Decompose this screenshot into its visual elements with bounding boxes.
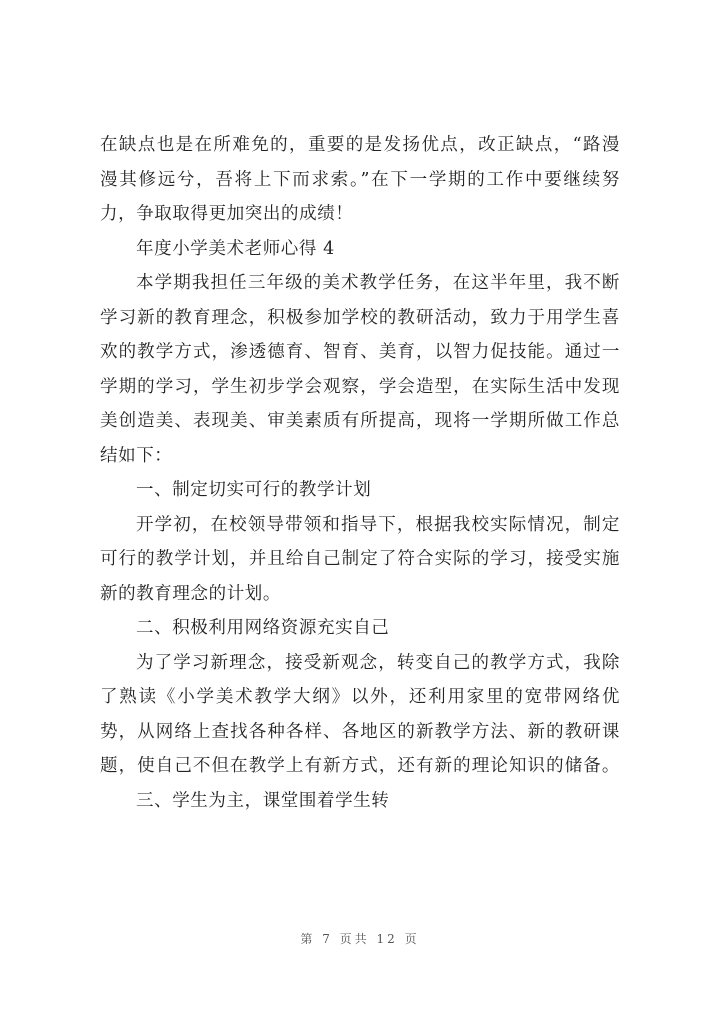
text-line: 美创造美、表现美、审美素质有所提高，现将一学期所做工作总	[100, 411, 620, 431]
page-number-footer: 第 7 页共 12 页	[300, 932, 420, 946]
text-line: 在缺点也是在所难免的，重要的是发扬优点，改正缺点，“路漫	[100, 135, 620, 155]
text-line: 学习新的教育理念，积极参加学校的教研活动，致力于用学生喜	[100, 307, 620, 328]
text-line: 欢的教学方式，渗透德育、智育、美育，以智力促技能。通过一	[100, 342, 620, 362]
section-title: 年度小学美术老师心得 4	[136, 238, 335, 259]
document-body	[100, 128, 620, 818]
text-line: 结如下：	[100, 445, 173, 466]
text-line: 题，使自己不但在教学上有新方式，还有新的理论知识的储备。	[100, 756, 620, 776]
text-line: 了熟读《小学美术教学大纲》以外，还利用家里的宽带网络优	[100, 687, 620, 707]
section-heading-3: 三、学生为主，课堂围着学生转	[136, 790, 390, 811]
text-line: 新的教育理念的计划。	[100, 583, 281, 604]
section-heading-1: 一、制定切实可行的教学计划	[136, 480, 372, 500]
text-line: 漫其修远兮，吾将上下而求索。”在下一学期的工作中要继续努	[100, 169, 620, 190]
paragraph-start: 为了学习新理念，接受新观念，转变自己的教学方式，我除	[136, 652, 620, 673]
text-line: 力，争取取得更加突出的成绩！	[100, 204, 354, 224]
section-heading-2: 二、积极利用网络资源充实自己	[136, 618, 390, 638]
paragraph-start: 本学期我担任三年级的美术教学任务，在这半年里，我不断	[136, 273, 620, 293]
text-line: 势，从网络上查找各种各样、各地区的新教学方法、新的教研课	[100, 721, 620, 742]
text-line: 可行的教学计划，并且给自己制定了符合实际的学习，接受实施	[100, 549, 620, 569]
paragraph-start: 开学初，在校领导带领和指导下，根据我校实际情况，制定	[136, 514, 620, 535]
text-line: 学期的学习，学生初步学会观察，学会造型，在实际生活中发现	[100, 376, 620, 397]
